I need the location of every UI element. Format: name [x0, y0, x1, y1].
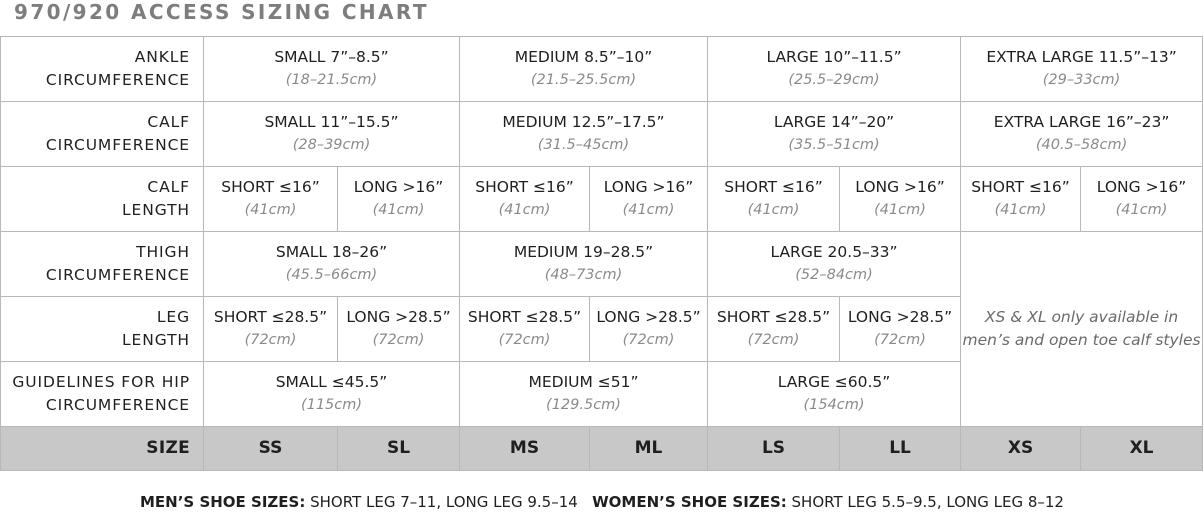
row-label	[1, 297, 204, 362]
cell-metric: (31.5–45cm)	[537, 137, 630, 153]
cell-imperial: MEDIUM 8.5”–10”	[514, 48, 653, 66]
cell-thigh-small	[204, 232, 460, 297]
cell-imperial: EXTRA LARGE 11.5”–13”	[986, 48, 1177, 66]
row-label-line: LEG	[156, 308, 190, 326]
cell-leg-short	[708, 297, 840, 362]
cell-imperial: LARGE 14”–20”	[773, 113, 895, 131]
cell-imperial: LARGE 10”–11.5”	[766, 48, 902, 66]
row-ankle-circumference	[1, 37, 1203, 102]
cell-calf-short	[708, 167, 840, 232]
cell-calf-extra-large	[961, 102, 1203, 167]
row-label	[1, 37, 204, 102]
row-label-line: CIRCUMFERENCE	[45, 136, 190, 154]
size-code: XL	[1081, 427, 1203, 471]
cell-imperial: LONG >16”	[1096, 178, 1187, 196]
cell-metric: (29–33cm)	[1042, 72, 1121, 88]
cell-hip-small	[204, 362, 460, 427]
cell-imperial: SMALL 7”–8.5”	[274, 48, 389, 66]
cell-metric: (48–73cm)	[544, 267, 623, 283]
cell-calf-short	[204, 167, 338, 232]
size-code: SS	[204, 427, 338, 471]
cell-leg-long	[590, 297, 708, 362]
cell-metric: (72cm)	[372, 332, 425, 348]
row-calf-length	[1, 167, 1203, 232]
cell-metric: (72cm)	[747, 332, 800, 348]
cell-imperial: SHORT ≤16”	[475, 178, 574, 196]
row-label	[1, 362, 204, 427]
row-label-line: LENGTH	[121, 201, 190, 219]
cell-metric: (41cm)	[747, 202, 800, 218]
cell-imperial: MEDIUM 12.5”–17.5”	[502, 113, 665, 131]
cell-calf-medium	[460, 102, 708, 167]
cell-ankle-small	[204, 37, 460, 102]
cell-metric: (35.5–51cm)	[788, 137, 880, 153]
cell-metric: (72cm)	[498, 332, 551, 348]
cell-ankle-extra-large	[961, 37, 1203, 102]
cell-metric: (41cm)	[372, 202, 425, 218]
row-label-line: CIRCUMFERENCE	[45, 266, 190, 284]
cell-imperial: SMALL 11”–15.5”	[264, 113, 399, 131]
shoe-size-footer	[0, 491, 1204, 513]
cell-imperial: MEDIUM ≤51”	[528, 373, 639, 391]
row-label-line: LENGTH	[121, 331, 190, 349]
cell-leg-short	[204, 297, 338, 362]
cell-imperial: SHORT ≤28.5”	[213, 308, 328, 326]
cell-thigh-medium	[460, 232, 708, 297]
cell-imperial: MEDIUM 19–28.5”	[513, 243, 654, 261]
cell-imperial: LONG >16”	[603, 178, 694, 196]
cell-hip-large	[708, 362, 961, 427]
cell-metric: (115cm)	[300, 397, 363, 413]
womens-shoe-label: WOMEN’S SHOE SIZES:	[592, 493, 787, 511]
row-label-line: CIRCUMFERENCE	[45, 71, 190, 89]
cell-metric: (72cm)	[874, 332, 926, 348]
cell-imperial: SMALL ≤45.5”	[275, 373, 388, 391]
cell-metric: (21.5–25.5cm)	[530, 72, 637, 88]
row-label	[1, 167, 204, 232]
row-label-line: CALF	[147, 178, 190, 196]
cell-calf-long	[590, 167, 708, 232]
cell-imperial: LONG >16”	[855, 178, 945, 196]
cell-imperial: SMALL 18–26”	[275, 243, 388, 261]
row-label-line: ANKLE	[134, 48, 190, 66]
cell-metric: (41cm)	[1115, 202, 1168, 218]
cell-imperial: LARGE ≤60.5”	[777, 373, 891, 391]
cell-metric: (41cm)	[994, 202, 1047, 218]
womens-shoe-value: SHORT LEG 5.5–9.5, LONG LEG 8–12	[791, 493, 1064, 511]
cell-calf-long	[1081, 167, 1203, 232]
sizing-table	[0, 36, 1203, 471]
size-code: XS	[961, 427, 1081, 471]
cell-imperial: LONG >16”	[353, 178, 444, 196]
cell-hip-medium	[460, 362, 708, 427]
cell-ankle-medium	[460, 37, 708, 102]
cell-imperial: LONG >28.5”	[847, 308, 953, 326]
row-label-line: THIGH	[136, 243, 190, 261]
cell-imperial: EXTRA LARGE 16”–23”	[993, 113, 1170, 131]
cell-imperial: LARGE 20.5–33”	[770, 243, 898, 261]
cell-metric: (25.5–29cm)	[788, 72, 880, 88]
size-code: SL	[338, 427, 460, 471]
cell-calf-short	[961, 167, 1081, 232]
cell-calf-large	[708, 102, 961, 167]
row-label	[1, 102, 204, 167]
cell-leg-long	[338, 297, 460, 362]
cell-imperial: SHORT ≤16”	[221, 178, 320, 196]
cell-metric: (41cm)	[498, 202, 551, 218]
cell-imperial: SHORT ≤16”	[724, 178, 823, 196]
cell-ankle-large	[708, 37, 961, 102]
cell-metric: (45.5–66cm)	[285, 267, 378, 283]
row-label-line: CIRCUMFERENCE	[45, 396, 190, 414]
cell-metric: (154cm)	[803, 397, 865, 413]
size-label: SIZE	[1, 427, 204, 471]
cell-leg-long	[840, 297, 961, 362]
row-calf-circumference	[1, 102, 1203, 167]
chart-title: 970/920 ACCESS SIZING CHART	[14, 0, 429, 24]
cell-imperial: SHORT ≤28.5”	[716, 308, 831, 326]
mens-shoe-label: MEN’S SHOE SIZES:	[140, 493, 306, 511]
size-code: LL	[840, 427, 961, 471]
size-row	[1, 427, 1203, 471]
cell-calf-short	[460, 167, 590, 232]
row-label-line: CALF	[147, 113, 190, 131]
row-label-line: GUIDELINES FOR HIP	[12, 373, 190, 391]
cell-calf-long	[338, 167, 460, 232]
cell-calf-small	[204, 102, 460, 167]
mens-shoe-value: SHORT LEG 7–11, LONG LEG 9.5–14	[310, 493, 578, 511]
cell-calf-long	[840, 167, 961, 232]
cell-imperial: SHORT ≤16”	[971, 178, 1070, 196]
row-thigh-circumference	[1, 232, 1203, 297]
cell-metric: (41cm)	[874, 202, 926, 218]
cell-metric: (129.5cm)	[546, 397, 621, 413]
size-code: LS	[708, 427, 840, 471]
cell-metric: (72cm)	[622, 332, 675, 348]
cell-metric: (41cm)	[622, 202, 675, 218]
cell-metric: (72cm)	[244, 332, 297, 348]
cell-leg-short	[460, 297, 590, 362]
availability-note: XS & XL only available in men’s and open toe calf styles	[961, 232, 1203, 427]
cell-metric: (28–39cm)	[292, 137, 371, 153]
cell-imperial: SHORT ≤28.5”	[467, 308, 582, 326]
row-label	[1, 232, 204, 297]
size-code: ML	[590, 427, 708, 471]
cell-imperial: LONG >28.5”	[596, 308, 701, 326]
cell-metric: (18–21.5cm)	[285, 72, 378, 88]
size-code: MS	[460, 427, 590, 471]
cell-metric: (40.5–58cm)	[1035, 137, 1128, 153]
cell-metric: (41cm)	[244, 202, 297, 218]
cell-thigh-large	[708, 232, 961, 297]
cell-metric: (52–84cm)	[795, 267, 873, 283]
cell-imperial: LONG >28.5”	[346, 308, 451, 326]
